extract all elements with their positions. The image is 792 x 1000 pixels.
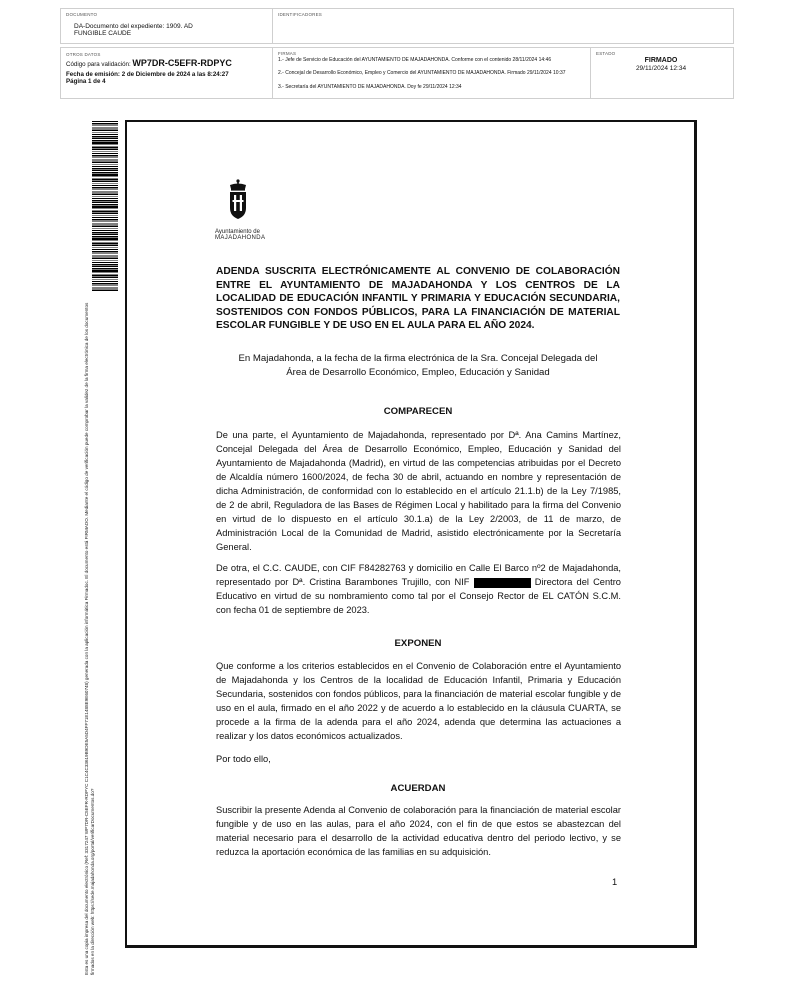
estado-label: ESTADO	[596, 51, 616, 56]
estado-fecha: 29/11/2024 12:34	[635, 65, 687, 72]
codigo-validacion	[66, 60, 271, 68]
paragraph-acuerdan: Suscribir la presente Adenda al Convenio de colaboración para la financiación de material escolar fungible y de uso en las aulas, para el año 2024, con el fin de que estos se abastezcan del material necesario para el desarrollo de la actividad educativa dentro del periodo lectivo, y se reduzca la aportación económica de las familias en su adquisición.	[216, 805, 621, 857]
estado-value: FIRMADO	[644, 57, 678, 64]
fecha-emision: Fecha de emisión: 2 de Diciembre de 2024 a las 8:24:27	[66, 71, 229, 78]
section-acuerdan: ACUERDAN	[390, 783, 446, 794]
documento-value: DA-Documento del expediente: 1909. AD FUNGIBLE CAUDE	[74, 23, 193, 38]
page-number: 1	[612, 877, 618, 887]
logo-line-2: MAJADAHONDA	[215, 235, 266, 241]
paragraph-parte-2-a: De otra, el C.C. CAUDE, con CIF F84282763 y domicilio en Calle El Barco nº2 de Majadahonda, representado por Dª. Cristina Barambones Trujillo, con NIF	[216, 563, 621, 587]
identificadores-label: IDENTIFICADORES	[278, 12, 323, 17]
firmas-label: FIRMAS	[278, 51, 297, 56]
paragraph-por-todo: Por todo ello,	[216, 754, 271, 764]
document-title: ADENDA SUSCRITA ELECTRÓNICAMENTE AL CONVENIO DE COLABORACIÓN ENTRE EL AYUNTAMIENTO DE MAJADAHONDA Y LOS CENTROS DE LA LOCALIDAD DE EDUCACIÓN INFANTIL Y PRIMARIA Y EDUCACIÓN SECUNDARIA, SOSTENIDOS CON FONDOS PÚBLICOS, PARA LA FINANCIACIÓN DE MATERIAL ESCOLAR FUNGIBLE Y DE USO EN EL AULA PARA EL AÑO 2024.	[216, 266, 620, 331]
firma-3: 3.- Secretaría del AYUNTAMIENTO DE MAJADAHONDA. Doy fe 29/11/2024 12:34	[278, 84, 462, 90]
paragraph-parte-2-b: Directora del Centro Educativo en virtud de su nombramiento como tal por el Consejo Rector de EL CATÓN S.C.M. con fecha 01 de septiembre de 2023.	[216, 577, 621, 615]
paragraph-exponen: Que conforme a los criterios establecidos en el Convenio de Colaboración entre el Ayuntamiento de Majadahonda y los Centros de la localidad de Educación Infantil, Primaria y Educación Secundaria, sostenidos con fondos públicos, para la financiación de material escolar fungible y de uso en el aula, firmado en el año 2022 y de acuerdo a lo establecido en la cláusula CUARTA, se procede a la firma de la adenda para el año 2024, adenda que determina las actuaciones a realizar y los datos económicos actualizados.	[216, 661, 621, 741]
pagina-indicator: Página 1 de 4	[66, 78, 106, 85]
section-exponen: EXPONEN	[394, 638, 442, 649]
section-comparecen: COMPARECEN	[383, 406, 453, 417]
documento-label: DOCUMENTO	[66, 12, 98, 17]
side-verification-note: Esta es una copia impresa del documento electrónico (Ref: 3317247 WP7DR-C5EFR-RDPYC C1C4C33619B9DE5A5D4FF71E1488E9E60748) generada con la aplicación informática Firmadoc. El documento está FIRMADO. Mediante el código de verificación puede comprobar la validez de la firma electrónica de los documentos firmados en la dirección web: https://sede.majadahonda.org/portal/verificarDocumentos.do?	[84, 302, 95, 975]
header-identificadores-box	[272, 8, 734, 44]
barcode	[92, 121, 118, 291]
firma-1: 1.- Jefe de Servicio de Educación del AYUNTAMIENTO DE MAJADAHONDA. Conforme con el contenido 28/11/2024 14:46	[278, 57, 552, 63]
otros-datos-label: OTROS DATOS	[66, 52, 101, 57]
coat-of-arms-icon	[215, 178, 275, 222]
codigo-label: Código para validación:	[66, 61, 131, 68]
firma-2: 2.- Concejal de Desarrollo Económico, Empleo y Comercio del AYUNTAMIENTO DE MAJADAHONDA. Firmado 29/11/2024 10:37	[278, 70, 566, 76]
paragraph-parte-1: De una parte, el Ayuntamiento de Majadahonda, representado por Dª. Ana Camins Martínez, Concejal Delegada del Área de Desarrollo Económico, Empleo, Educación y Sanidad del Ayuntamiento de Majadahonda (Madrid), en virtud de las competencias atribuidas por el Decreto de Alcaldía número 1600/2024, de fecha 30 de abril, actuando en nombre y representación de dicha Administración, de conformidad con lo establecido en el artículo 21.1.b) de la Ley 7/1985, de 2 de abril, Reguladora de las Bases de Régimen Local y habilitado para la firma del Convenio en virtud de lo dispuesto en el artículo 30.1.a) de la Ley 2/2003, de 11 de marzo, de Administración Local de la Comunidad de Madrid, asistido electrónicamente por la Secretaría General.	[216, 430, 621, 552]
codigo-value: WP7DR-C5EFR-RDPYC	[132, 58, 232, 68]
logo-line-1: Ayuntamiento de	[215, 229, 260, 235]
redacted-nif	[474, 578, 531, 588]
paragraph-parte-2	[216, 561, 621, 617]
intro-text: En Majadahonda, a la fecha de la firma electrónica de la Sra. Concejal Delegada del Área de Desarrollo Económico, Empleo, Educación y Sanidad	[238, 353, 598, 378]
city-logo	[215, 178, 275, 241]
